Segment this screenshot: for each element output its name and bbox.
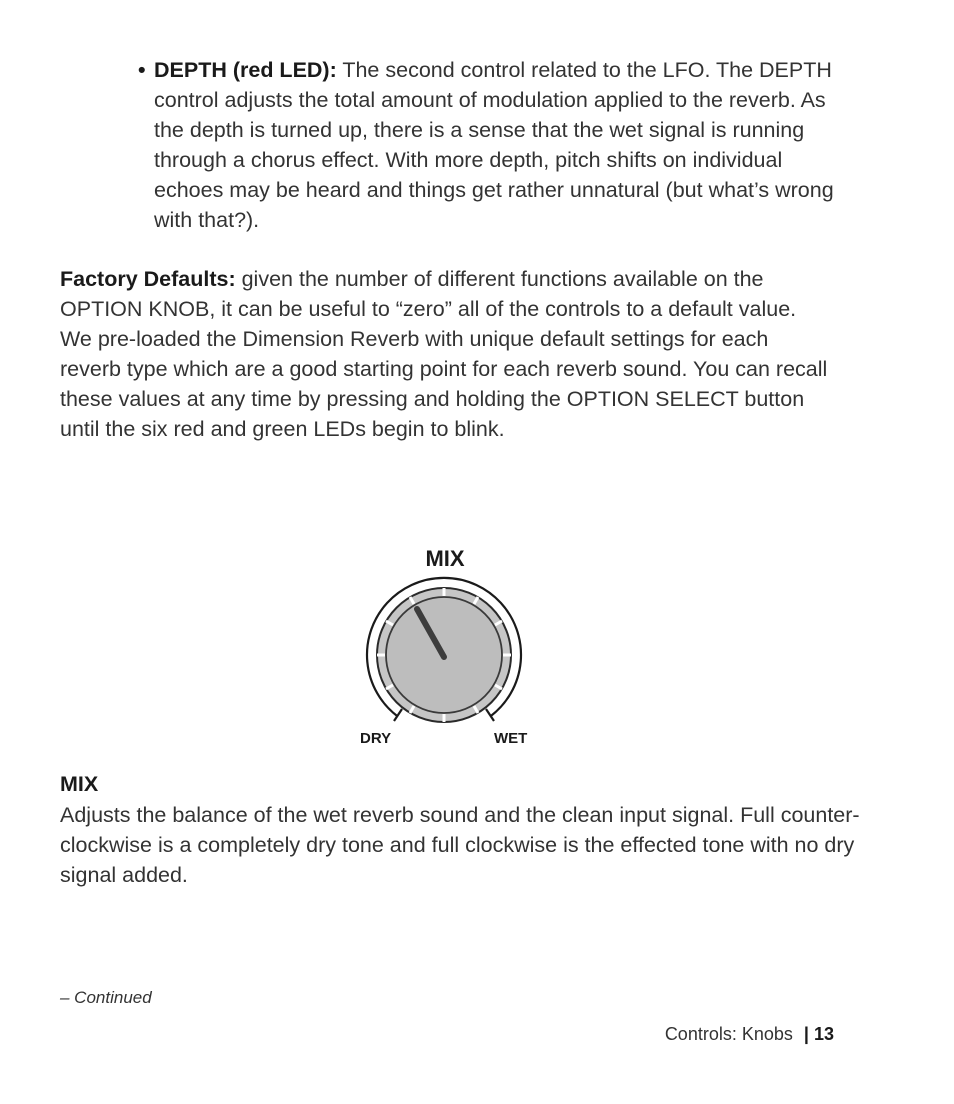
page-number: 13	[813, 1024, 834, 1044]
footer-section-title: Controls: Knobs	[664, 1024, 793, 1044]
mix-description: Adjusts the balance of the wet reverb sound and the clean input signal. Full counter-clockwise is a completely dry tone and full clockwise is the effected tone with no dry signal added.	[60, 803, 860, 887]
page-footer	[665, 1024, 834, 1045]
depth-lead-label: DEPTH (red LED):	[154, 58, 337, 82]
mix-knob-icon	[350, 576, 540, 736]
continued-note: – Continued	[60, 988, 152, 1007]
footer-separator: |	[803, 1024, 809, 1044]
factory-defaults-lead: Factory Defaults:	[60, 267, 236, 291]
factory-defaults-description: given the number of different functions available on the OPTION KNOB, it can be useful to “zero” all of the controls to a default value. We pre-loaded the Dimension Reverb with unique default settings for each reverb type which are a good starting point for each reverb sound. You can recall these values at any time by pressing and holding the OPTION SELECT button until the six red and green LEDs begin to blink.	[60, 267, 828, 441]
mix-knob-figure	[350, 546, 550, 756]
knob-title: MIX	[425, 546, 465, 571]
depth-description: The second control related to the LFO. The DEPTH control adjusts the total amount of modulation applied to the reverb. As the depth is turned up, there is a sense that the wet signal is running through a chorus effect. With more depth, pitch shifts on individual echoes may be heard and things get rather unnatural (but what’s wrong with that?).	[154, 58, 834, 232]
dry-label: DRY	[360, 730, 392, 747]
depth-bullet-paragraph	[138, 56, 844, 235]
factory-defaults-paragraph	[60, 265, 830, 444]
mix-section-heading: MIX	[60, 772, 99, 796]
bullet-dot: •	[138, 58, 146, 82]
wet-label: WET	[494, 730, 528, 747]
